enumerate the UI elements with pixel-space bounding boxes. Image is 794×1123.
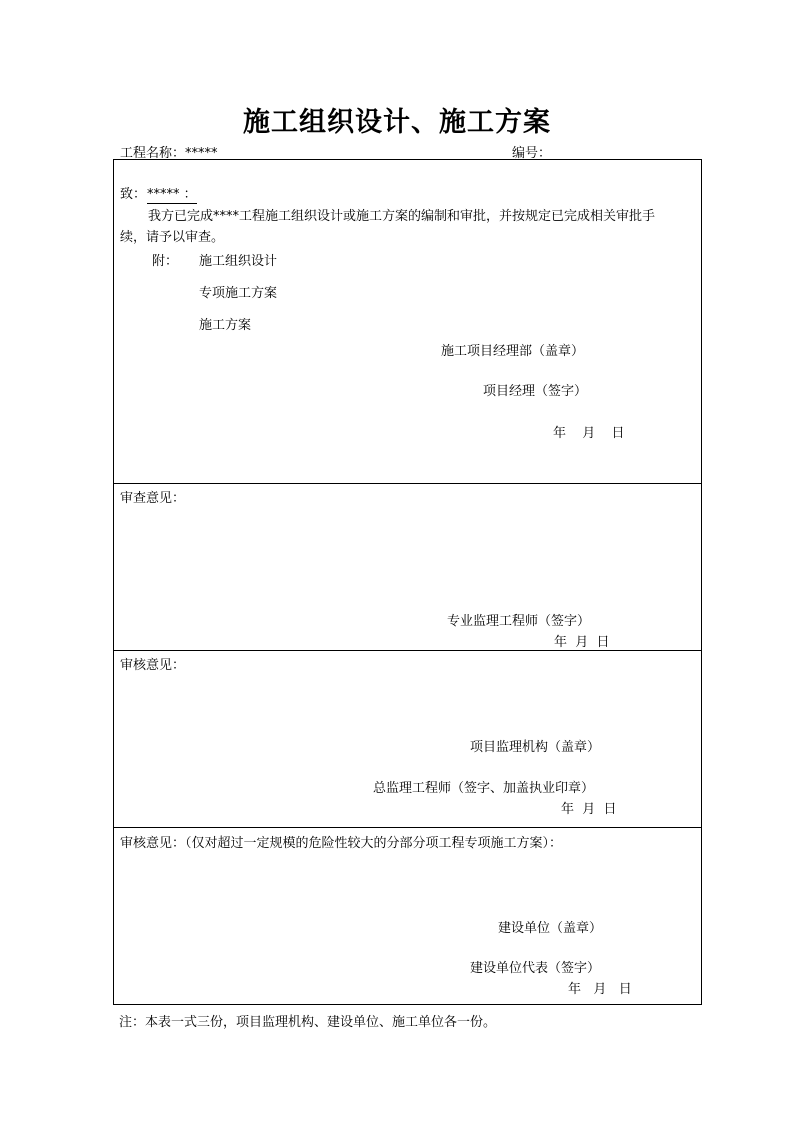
owner-audit-label: 审核意见：（仅对超过一定规模的危险性较大的分部分项工程专项施工方案）：	[120, 836, 563, 851]
body-line-1: 我方已完成****工程施工组织设计或施工方案的编制和审批，并按规定已完成相关审批手	[148, 209, 656, 224]
form-table	[113, 159, 702, 1005]
row-divider	[114, 650, 701, 651]
row-divider	[114, 827, 701, 828]
date-line: 年 月 日	[561, 802, 617, 817]
attachment-item: 施工方案	[199, 318, 252, 333]
attach-label: 附：	[152, 254, 179, 269]
attachment-item: 专项施工方案	[199, 286, 278, 301]
contractor-seal: 施工项目经理部（盖章）	[441, 344, 585, 359]
supervision-seal: 项目监理机构（盖章）	[470, 740, 601, 755]
attachment-item: 施工组织设计	[199, 254, 278, 269]
row-divider	[114, 483, 701, 484]
owner-rep-signature: 建设单位代表（签字）	[470, 961, 601, 976]
page-title: 施工组织设计、施工方案	[243, 107, 551, 138]
date-line: 年 月 日	[553, 426, 625, 441]
project-manager-signature: 项目经理（签字）	[483, 384, 588, 399]
body-line-2: 续，请予以审查。	[120, 230, 225, 245]
review-label: 审查意见：	[120, 491, 186, 506]
audit-label: 审核意见：	[120, 658, 186, 673]
footer-note: 注：本表一式三份，项目监理机构、建设单位、施工单位各一份。	[119, 1015, 497, 1030]
supervisor-signature: 专业监理工程师（签字）	[447, 614, 591, 629]
date-line: 年 月 日	[568, 982, 632, 997]
project-name-label: 工程名称：*****	[120, 146, 218, 161]
to-label: 致：	[120, 187, 147, 202]
chief-supervisor-signature: 总监理工程师（签字、加盖执业印章）	[373, 781, 595, 796]
to-value: ***** ：	[147, 183, 197, 204]
owner-seal: 建设单位（盖章）	[498, 921, 603, 936]
number-label: 编号：	[512, 146, 552, 161]
date-line: 年 月 日	[554, 635, 610, 650]
